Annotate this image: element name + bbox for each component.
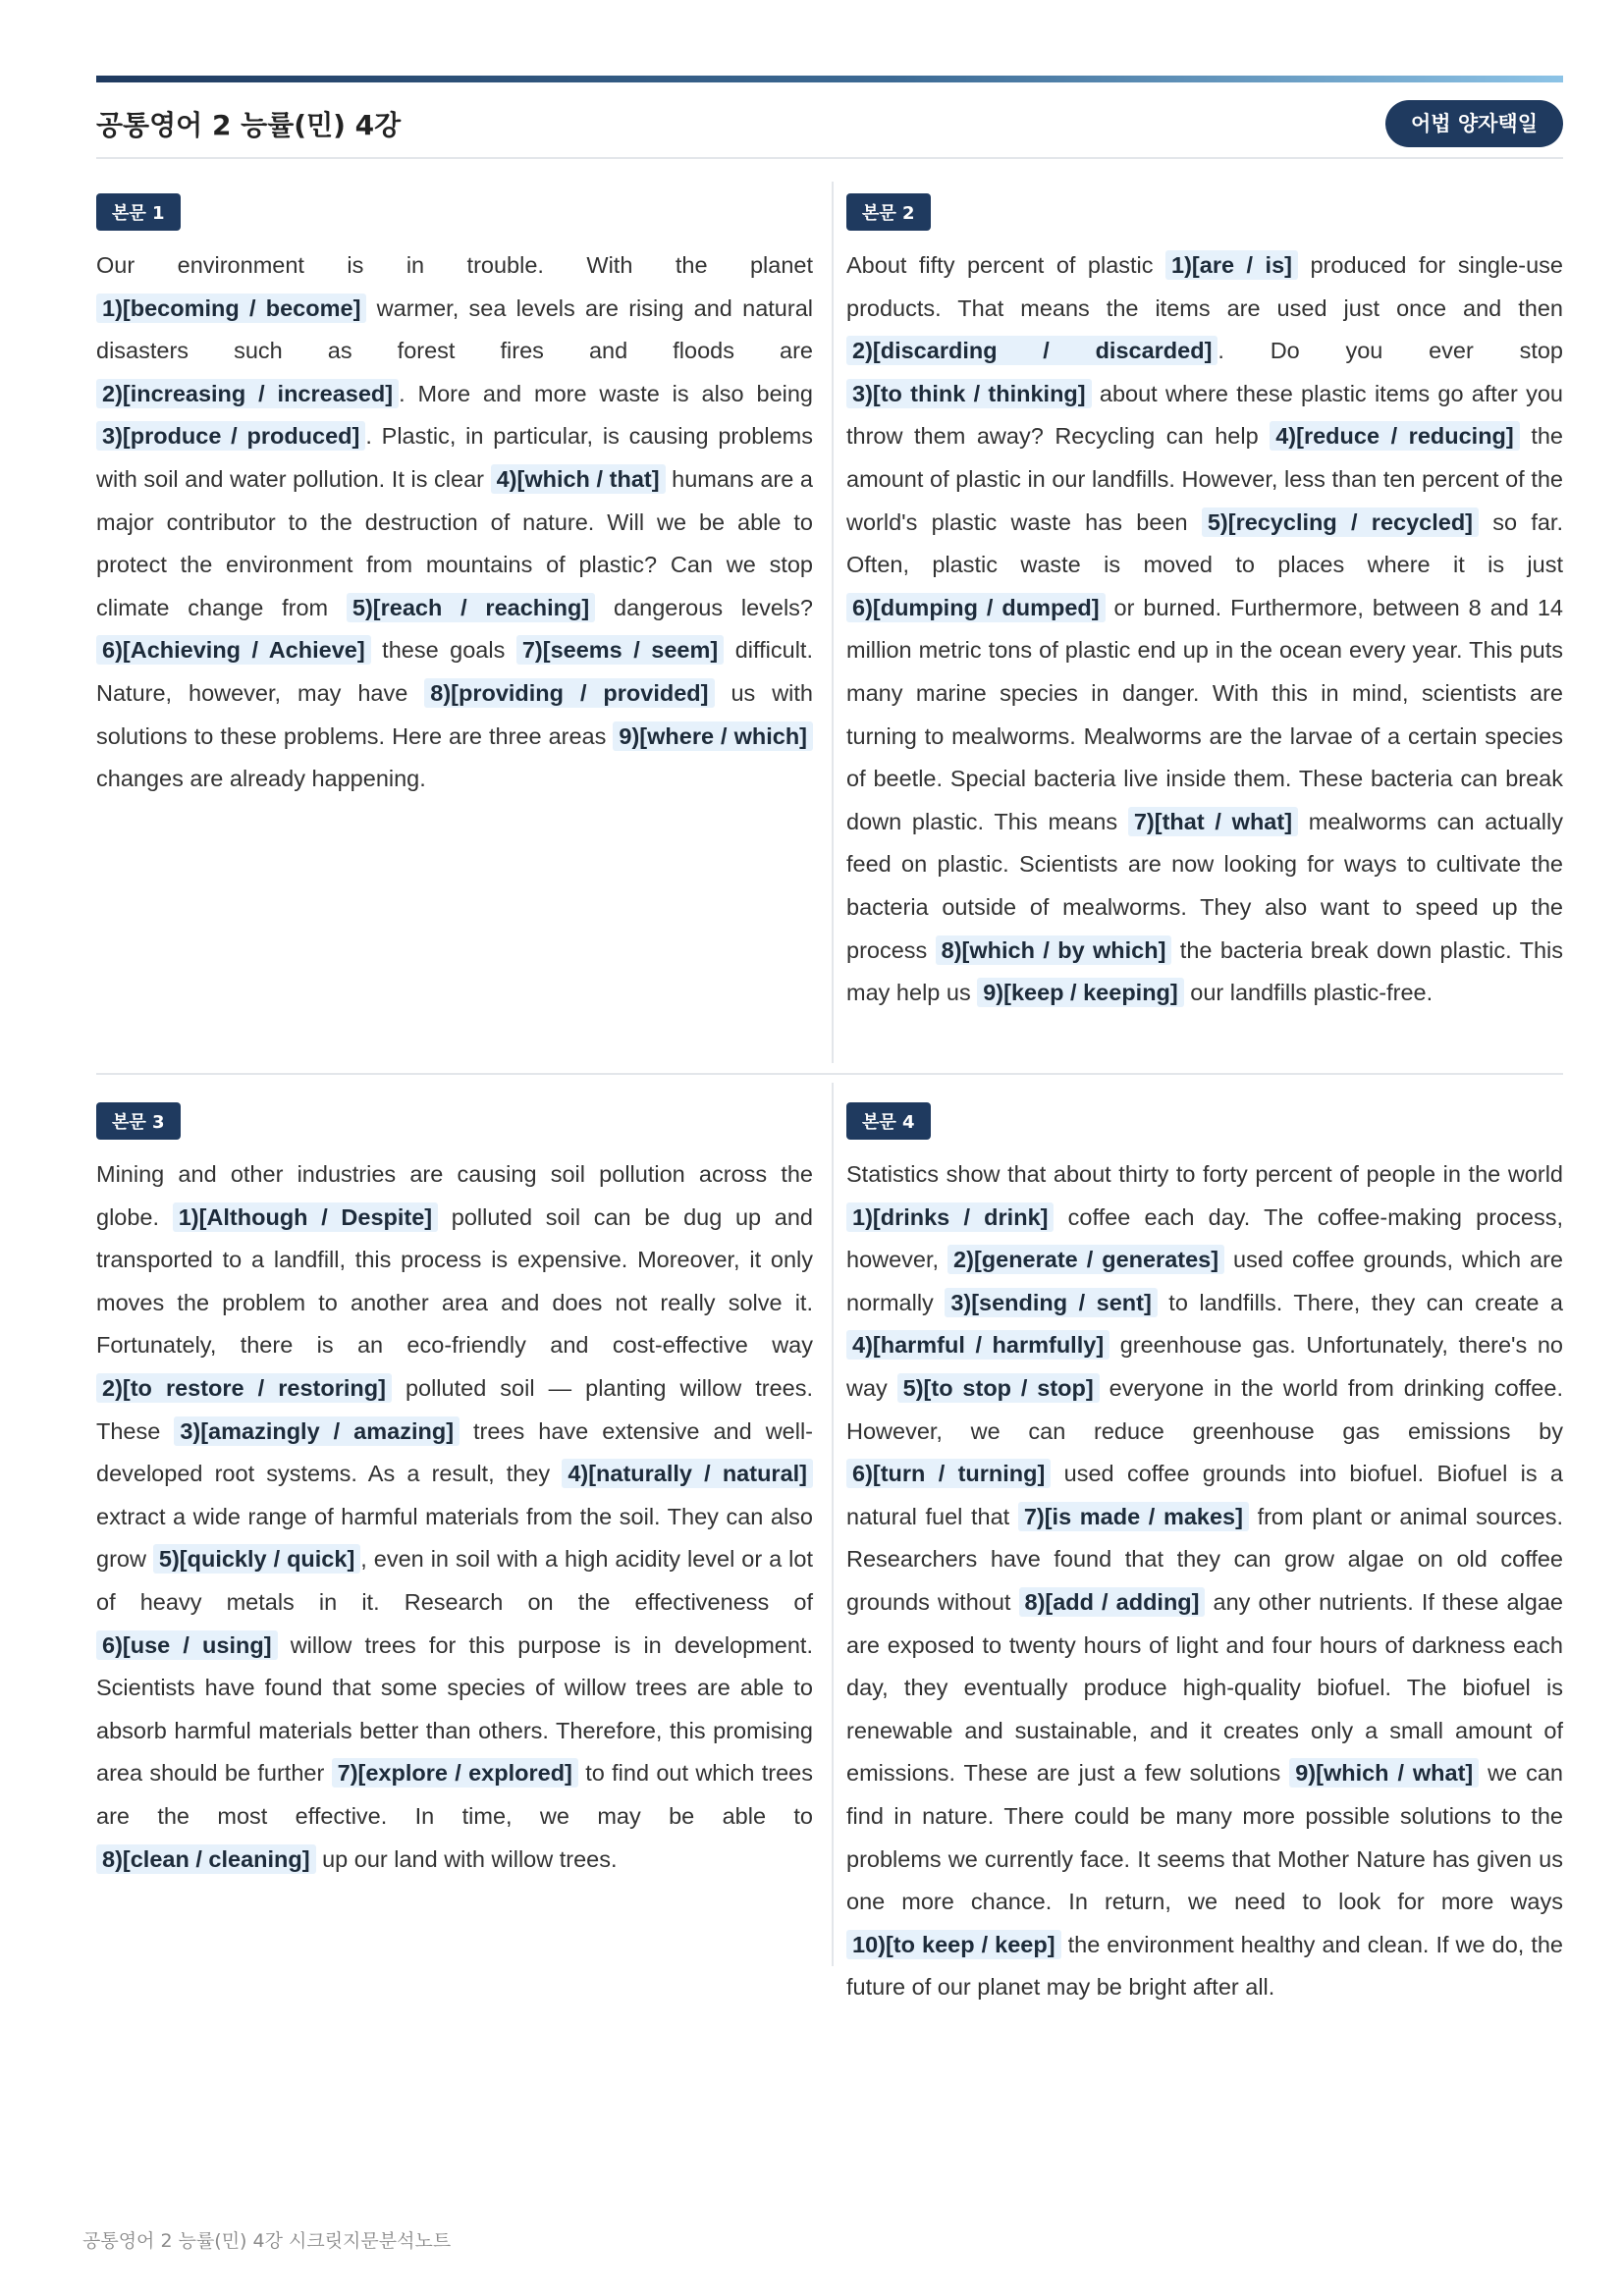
grammar-choice-blank: 3)[to think / thinking] <box>846 379 1092 408</box>
grammar-choice-blank: 5)[reach / reaching] <box>347 593 595 622</box>
passage-segment: difficult. Nature, however, may have <box>96 637 813 706</box>
grammar-choice-blank: 4)[harmful / harmfully] <box>846 1330 1109 1360</box>
grammar-choice-blank: 2)[increasing / increased] <box>96 379 399 408</box>
page-title: 공통영어 2 능률(민) 4강 <box>96 109 402 141</box>
passage-segment: Our environment is in trouble. With the planet <box>96 252 813 278</box>
passage-section-4 <box>846 1102 1563 2009</box>
grammar-choice-blank: 8)[clean / cleaning] <box>96 1844 316 1874</box>
grammar-choice-blank: 7)[is made / makes] <box>1018 1502 1249 1531</box>
header-accent-bar <box>96 76 1563 82</box>
passage-text <box>96 244 813 801</box>
passage-segment: the bacteria break down plastic. This may help us <box>846 936 1563 1006</box>
passage-segment: polluted soil — planting willow trees. These <box>96 1374 813 1444</box>
passage-segment: any other nutrients. If these algae are exposed to twenty hours of light and four hours of darkness each day, they eventually produce high-quality biofuel. The biofuel is renewable and sustainable, and it creates only a small amount of emissions. These are just a few solutions <box>846 1588 1563 1787</box>
passage-segment: used coffee grounds into biofuel. Biofuel is a natural fuel that <box>846 1461 1564 1529</box>
passage-segment: About fifty percent of plastic <box>846 252 1166 278</box>
passage-segment: . More and more waste is also being <box>399 380 813 406</box>
passage-segment: from plant or animal sources. Researchers have found that they can grow algae on old coffee grounds without <box>846 1503 1563 1615</box>
column-divider-top <box>832 182 834 1063</box>
section-label: 본문 3 <box>96 1102 181 1140</box>
passage-segment: these goals <box>370 637 516 664</box>
page-header <box>96 98 1563 159</box>
grammar-choice-blank: 1)[are / is] <box>1165 250 1298 280</box>
grammar-choice-blank: 1)[becoming / become] <box>96 294 366 323</box>
passage-segment: polluted soil can be dug up and transported to a landfill, this process is expensive. Moreover, it only moves the problem to another area and does not really solve it. Fortunately, there is an eco-friendly and cost-effective way <box>96 1203 813 1359</box>
passage-segment: dangerous levels? <box>595 594 814 620</box>
passage-segment: willow trees for this purpose is in development. Scientists have found that some species of willow trees are able to absorb harmful materials better than others. Therefore, this promising area should be further <box>96 1631 813 1787</box>
passage-segment: greenhouse gas. Unfortunately, there's no way <box>846 1332 1563 1401</box>
passage-segment: Mining and other industries are causing soil pollution across the globe. <box>96 1161 813 1230</box>
passage-segment: about where these plastic items go after you throw them away? Recycling can help <box>846 380 1563 450</box>
grammar-choice-blank: 10)[to keep / keep] <box>846 1930 1061 1959</box>
passage-segment: mealworms can actually feed on plastic. Scientists are now looking for ways to cultivate the bacteria outside of mealworms. They also want to speed up the process <box>846 808 1563 963</box>
page-footer: 공통영어 2 능률(민) 4강 시크릿지문분석노트 <box>82 2230 452 2252</box>
section-label: 본문 1 <box>96 193 181 231</box>
grammar-choice-blank: 2)[discarding / discarded] <box>846 336 1217 365</box>
passage-segment: the environment healthy and clean. If we do, the future of our planet may be bright after all. <box>846 1931 1563 2001</box>
grammar-choice-blank: 6)[turn / turning] <box>846 1459 1051 1488</box>
grammar-choice-blank: 2)[to restore / restoring] <box>96 1373 392 1403</box>
grammar-choice-blank: 6)[use / using] <box>96 1630 278 1660</box>
passage-section-3 <box>96 1102 813 1881</box>
grammar-choice-blank: 4)[which / that] <box>491 464 666 494</box>
grammar-choice-blank: 7)[seems / seem] <box>516 635 724 665</box>
passage-segment: changes are already happening. <box>96 766 426 792</box>
passage-segment: to landfills. There, they can create a <box>1157 1289 1563 1315</box>
grammar-choice-blank: 1)[drinks / drink] <box>846 1202 1054 1232</box>
grammar-choice-blank: 1)[Although / Despite] <box>173 1202 438 1232</box>
grammar-choice-blank: 8)[providing / provided] <box>424 678 714 708</box>
row-divider <box>96 1073 1563 1075</box>
passage-segment: our landfills plastic-free. <box>1183 980 1434 1006</box>
passage-segment: so far. Often, plastic waste is moved to places where it is just <box>846 508 1563 578</box>
passage-segment: we can find in nature. There could be many more possible solutions to the problems we currently face. It seems that Mother Nature has given us one more chance. In return, we need to look for more ways <box>846 1760 1564 1915</box>
passage-segment: the amount of plastic in our landfills. However, less than ten percent of the world's plastic waste has been <box>846 423 1563 535</box>
grammar-choice-blank: 7)[that / what] <box>1128 807 1298 836</box>
grammar-choice-blank: 5)[recycling / recycled] <box>1202 507 1479 537</box>
grammar-choice-blank: 6)[Achieving / Achieve] <box>96 635 371 665</box>
passage-text <box>846 1153 1563 2009</box>
grammar-choice-blank: 3)[produce / produced] <box>96 421 365 451</box>
passage-text <box>846 244 1563 1015</box>
passage-segment: . Plastic, in particular, is causing problems with soil and water pollution. It is clear <box>96 423 813 492</box>
grammar-choice-blank: 4)[naturally / natural] <box>562 1459 813 1488</box>
passage-segment: or burned. Furthermore, between 8 and 14 million metric tons of plastic end up in the ocean every year. This puts many marine species in danger. With this in mind, scientists are turning to mealworms. Mealworms are the larvae of a certain species of beetle. Special bacteria live inside them. These bacteria can break down plastic. This means <box>846 594 1563 834</box>
passage-segment: up our land with willow trees. <box>315 1845 618 1872</box>
section-label: 본문 4 <box>846 1102 931 1140</box>
passage-segment: to find out which trees are the most effective. In time, we may be able to <box>96 1760 813 1829</box>
grammar-choice-blank: 3)[sending / sent] <box>945 1288 1157 1317</box>
passage-segment: warmer, sea levels are rising and natural disasters such as forest fires and floods are <box>96 294 813 364</box>
passage-segment: trees have extensive and well-developed root systems. As a result, they <box>96 1417 813 1487</box>
grammar-choice-blank: 6)[dumping / dumped] <box>846 593 1106 622</box>
section-label: 본문 2 <box>846 193 931 231</box>
grammar-choice-blank: 4)[reduce / reducing] <box>1270 421 1520 451</box>
passage-section-1 <box>96 193 813 801</box>
column-divider-bottom <box>832 1083 834 1966</box>
grammar-choice-blank: 7)[explore / explored] <box>332 1758 578 1788</box>
passage-segment: , even in soil with a high acidity level or a lot of heavy metals in it. Research on the effectiveness of <box>96 1546 813 1615</box>
grammar-choice-blank: 9)[keep / keeping] <box>977 978 1184 1007</box>
grammar-choice-blank: 3)[amazingly / amazing] <box>174 1416 460 1446</box>
passage-segment: produced for single-use products. That means the items are used just once and then <box>846 252 1563 321</box>
passage-segment: Statistics show that about thirty to forty percent of people in the world <box>846 1161 1563 1187</box>
passage-segment: everyone in the world from drinking coffee. However, we can reduce greenhouse gas emissions by <box>846 1374 1563 1444</box>
passage-segment: . Do you ever stop <box>1217 338 1563 364</box>
grammar-choice-blank: 9)[which / what] <box>1289 1758 1479 1788</box>
grammar-choice-blank: 9)[where / which] <box>613 721 813 751</box>
passage-segment: extract a wide range of harmful materials from the soil. They can also grow <box>96 1503 813 1573</box>
passage-segment: us with solutions to these problems. Here are three areas <box>96 679 813 749</box>
passage-text <box>96 1153 813 1881</box>
passage-segment: used coffee grounds, which are normally <box>846 1247 1563 1315</box>
grammar-choice-blank: 8)[which / by which] <box>936 935 1172 965</box>
grammar-choice-blank: 5)[quickly / quick] <box>153 1544 360 1574</box>
grammar-choice-blank: 8)[add / adding] <box>1019 1587 1206 1617</box>
grammar-choice-blank: 2)[generate / generates] <box>947 1245 1224 1274</box>
grammar-choice-blank: 5)[to stop / stop] <box>897 1373 1100 1403</box>
passage-segment: coffee each day. The coffee-making process, however, <box>846 1203 1563 1273</box>
passage-segment: humans are a major contributor to the destruction of nature. Will we be able to protect the environment from mountains of plastic? Can we stop climate change from <box>96 465 813 620</box>
passage-section-2 <box>846 193 1563 1015</box>
category-badge: 어법 양자택일 <box>1385 100 1563 147</box>
